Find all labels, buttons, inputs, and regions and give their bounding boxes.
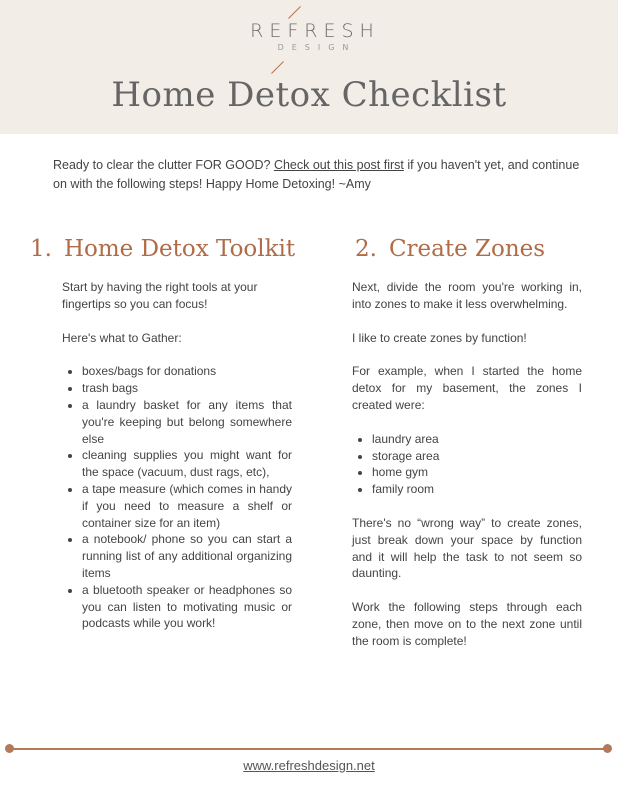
section1-number: 1.: [30, 236, 52, 262]
logo-subtitle: DESIGN: [277, 43, 357, 52]
logo-wordmark: REFRESH: [250, 20, 380, 42]
list-item: • family room: [372, 481, 582, 498]
footer-divider: [10, 748, 608, 750]
section1-intro: Start by having the right tools at your fingertips so you can focus!: [62, 280, 258, 311]
section2-number: 2.: [355, 236, 377, 262]
section1-body: [62, 279, 292, 649]
toolkit-list: [62, 363, 292, 632]
logo-slash-bottom: [271, 61, 284, 74]
section2-heading: [355, 236, 545, 262]
section2-no-wrong-way: There's no “wrong way” to create zones, just break down your space by function and it will help the task to not seem so daunting.: [352, 515, 582, 581]
section2-example: For example, when I started the home detox for my basement, the zones I created were:: [352, 364, 582, 412]
list-item: • trash bags: [82, 380, 292, 397]
logo-slash-top: [288, 6, 301, 19]
list-item: • a bluetooth speaker or headphones so you can listen to motivating music or podcasts while you work!: [82, 582, 292, 632]
section2-title: Create Zones: [388, 236, 546, 262]
intro-text-start: Ready to clear the clutter FOR GOOD?: [53, 158, 271, 172]
header-banner: [0, 0, 618, 134]
section2-body: [352, 279, 582, 667]
intro-text-end: if you haven't yet, and continue on with the following steps! Happy Home Detoxing! ~Amy: [53, 158, 580, 191]
page-title: Home Detox Checklist: [111, 75, 507, 115]
footer-website-link[interactable]: www.refreshdesign.net: [243, 758, 375, 773]
footer-dot-left: [5, 744, 14, 753]
list-item: • a laundry basket for any items that you're keeping but belong somewhere else: [82, 397, 292, 447]
section2-next-steps: Work the following steps through each zone, then move on to the next zone until the room is complete!: [352, 600, 582, 648]
section2-function-note: I like to create zones by function!: [352, 330, 527, 345]
list-item: • laundry area: [372, 431, 582, 448]
list-item: • boxes/bags for donations: [82, 363, 292, 380]
section1-gather-label: Here's what to Gather:: [62, 330, 182, 345]
zones-list: [352, 431, 582, 498]
list-item: • storage area: [372, 448, 582, 465]
section2-intro: Next, divide the room you're working in, into zones to make it less overwhelming.: [352, 280, 582, 311]
intro-paragraph: [53, 156, 593, 194]
list-item: • a tape measure (which comes in handy if you need to measure a shelf or container size for an item): [82, 481, 292, 531]
list-item: • a notebook/ phone so you can start a running list of any additional organizing items: [82, 531, 292, 581]
intro-post-link[interactable]: Check out this post first: [273, 158, 404, 172]
footer-dot-right: [603, 744, 612, 753]
list-item: • home gym: [372, 464, 582, 481]
section1-title: Home Detox Toolkit: [63, 236, 296, 262]
list-item: • cleaning supplies you might want for the space (vacuum, dust rags, etc),: [82, 447, 292, 481]
section1-heading: [30, 236, 295, 262]
